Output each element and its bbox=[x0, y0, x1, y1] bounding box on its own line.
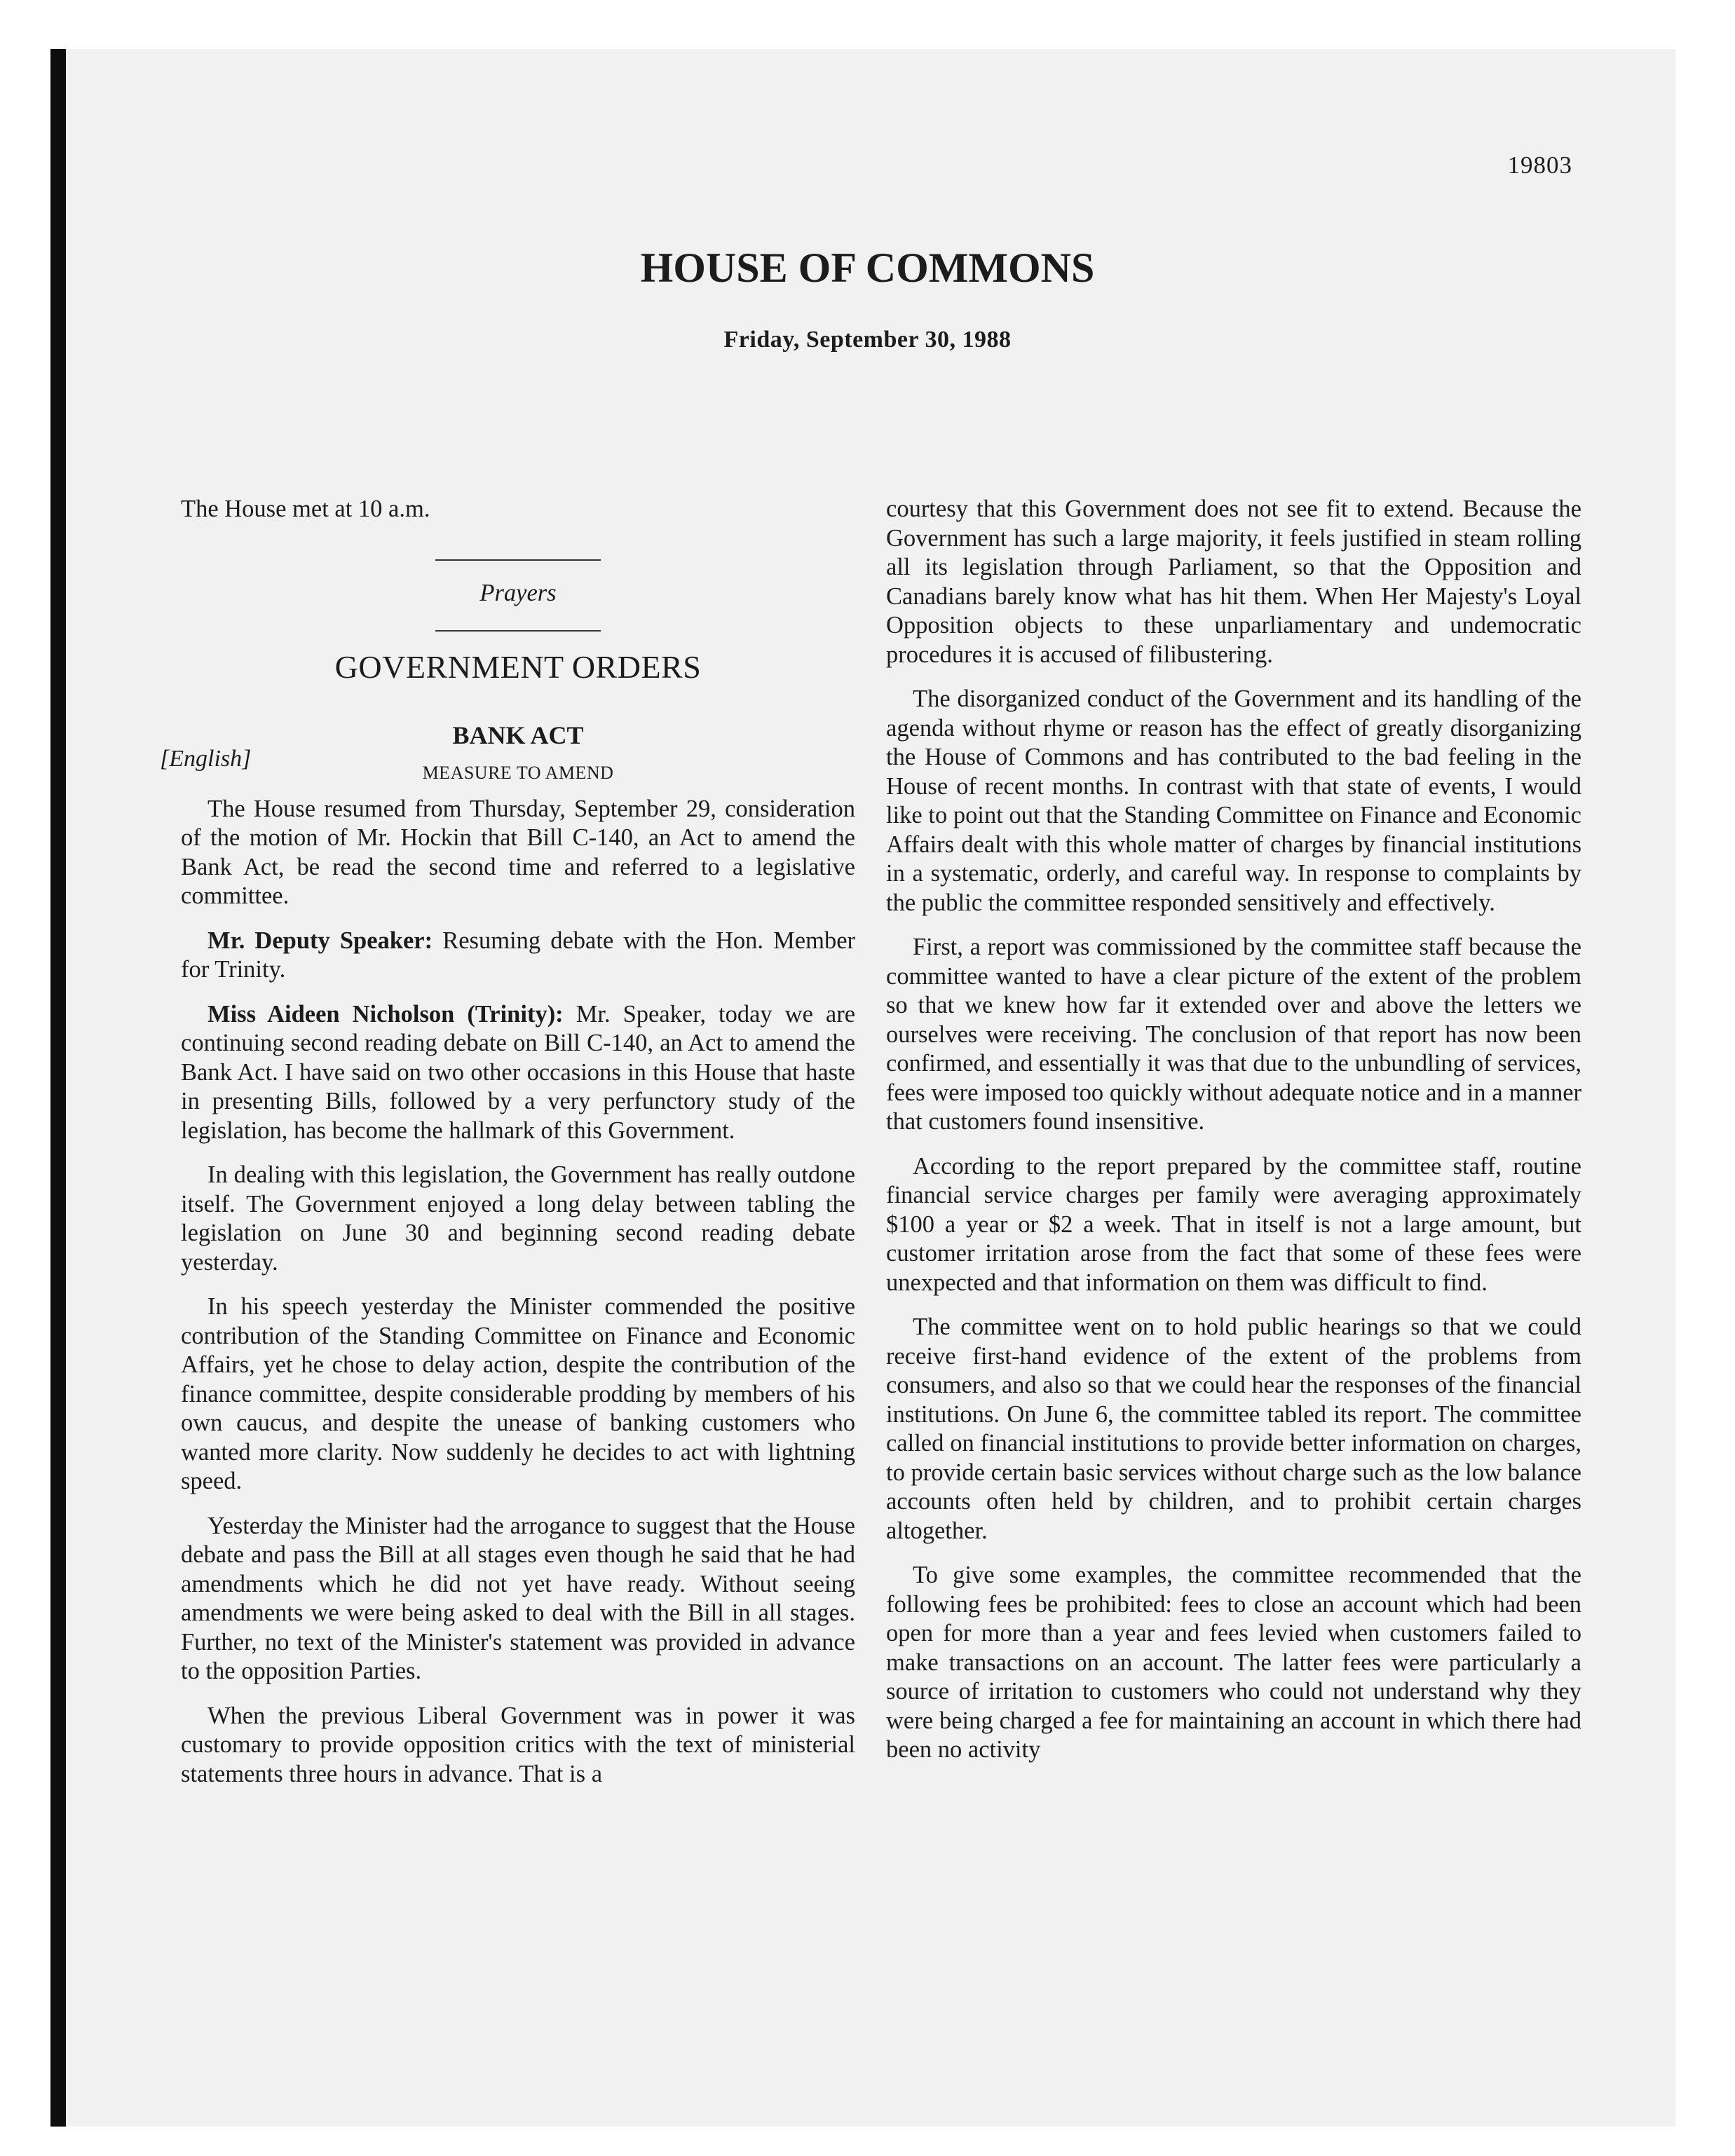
paragraph: According to the report prepared by the committee staff, routine financial service charges per family were averaging approximately $100 a year or $2 a week. That in itself is not a large amount, but customer irritation arose from the fact that some of these fees were unexpected and that information on them was difficult to find. bbox=[886, 1152, 1581, 1296]
opening-line: The House met at 10 a.m. bbox=[181, 496, 430, 522]
paragraph: Yesterday the Minister had the arrogance to suggest that the House debate and pass the Bill at all stages even though he said that he had amendments which he did not yet have ready. Without seeing amendments we were being asked to deal with the Bill in all stages. Further, no text of the Minister's statement was provided in advance to the opposition Parties. bbox=[181, 1512, 855, 1684]
speech-text: Resuming debate with the Hon. Member for Trinity. bbox=[181, 927, 856, 983]
prayers-heading: Prayers bbox=[479, 579, 557, 606]
divider-rule bbox=[435, 630, 601, 632]
paragraph: When the previous Liberal Government was in power it was customary to provide opposition critics with the text of ministerial statements three hours in advance. That is a bbox=[181, 1702, 855, 1787]
section-heading: GOVERNMENT ORDERS bbox=[334, 649, 702, 685]
sitting-date: Friday, September 30, 1988 bbox=[723, 327, 1012, 353]
scan-border bbox=[50, 49, 66, 2127]
paragraph: The disorganized conduct of the Government and its handling of the agenda without rhyme or reason has the effect of greatly disorganizing the House of Commons and has contributed to the bad feeling in the House of recent months. In contrast with that state of events, I would like to point out that the Standing Committee on Finance and Economic Affairs dealt with this whole matter of charges by financial institutions in a systematic, orderly, and careful way. In response to complaints by the public the committee responded sensitively and effectively. bbox=[886, 685, 1581, 916]
left-column bbox=[181, 495, 855, 1804]
paragraph: To give some examples, the committee recommended that the following fees be prohibited: fees to close an account which had been open for more than a year and fees levied when customers failed to make transactions on an account. The latter fees were particularly a source of irritation to customers who could not understand why they were being charged a fee for maintaining an account in which there had been no activity bbox=[886, 1562, 1581, 1763]
paragraph: First, a report was commissioned by the committee staff because the committee wanted to have a clear picture of the extent of the problem so that we knew how far it extended over and above the letters we ourselves were receiving. The conclusion of that report has now been confirmed, and essentially it was that due to the unbundling of services, fees were imposed too quickly without adequate notice and in a manner that customers found insensitive. bbox=[886, 934, 1581, 1135]
speaker-name: Miss Aideen Nicholson (Trinity): bbox=[207, 1000, 564, 1028]
page-number: 19803 bbox=[1507, 151, 1572, 179]
speaker-name: Mr. Deputy Speaker: bbox=[207, 927, 433, 954]
language-tag: [English] bbox=[160, 746, 252, 772]
paragraph bbox=[181, 927, 855, 985]
paragraph: courtesy that this Government does not see fit to extend. Because the Government has such a large majority, it feels justified in steam rolling all its legislation through Parliament, so that the Opposition and Canadians barely know what has hit them. When Her Majesty's Loyal Opposition objects to these unparliamentary and undemocratic procedures it is accused of filibustering. bbox=[886, 496, 1581, 668]
speech-text: Mr. Speaker, today we are continuing second reading debate on Bill C-140, an Act to amend the Bank Act. I have said on two other occasions in this House that haste in presenting Bills, followed by a very perfunctory study of the legislation, has become the hallmark of this Government. bbox=[181, 1000, 856, 1144]
paragraph: The committee went on to hold public hearings so that we could receive first-hand evidence of the extent of the problems from consumers, and also so that we could hear the responses of the financial institutions. On June 6, the committee tabled its report. The committee called on financial institutions to provide better information on charges, to provide certain basic services without charge such as the low balance accounts often held by children, and to prohibit certain charges altogether. bbox=[886, 1314, 1581, 1544]
right-column bbox=[886, 495, 1581, 1780]
paragraph: The House resumed from Thursday, September 29, consideration of the motion of Mr. Hockin that Bill C-140, an Act to amend the Bank Act, be read the second time and referred to a legislative committee. bbox=[181, 795, 855, 909]
paragraph bbox=[181, 1000, 855, 1146]
paragraph: In dealing with this legislation, the Government has really outdone itself. The Government enjoyed a long delay between tabling the legislation on June 30 and beginning second reading debate yesterday. bbox=[181, 1161, 855, 1276]
divider-rule bbox=[435, 559, 601, 561]
bill-subheading: MEASURE TO AMEND bbox=[422, 763, 614, 783]
page-title: HOUSE OF COMMONS bbox=[640, 245, 1095, 291]
paragraph: In his speech yesterday the Minister commended the positive contribution of the Standing Committee on Finance and Economic Affairs, yet he chose to delay action, despite the contribution of the finance committee, despite considerable prodding by members of his own caucus, and despite the unease of banking customers who wanted more clarity. Now suddenly he decides to act with lightning speed. bbox=[181, 1293, 855, 1494]
bill-heading: BANK ACT bbox=[452, 721, 584, 749]
